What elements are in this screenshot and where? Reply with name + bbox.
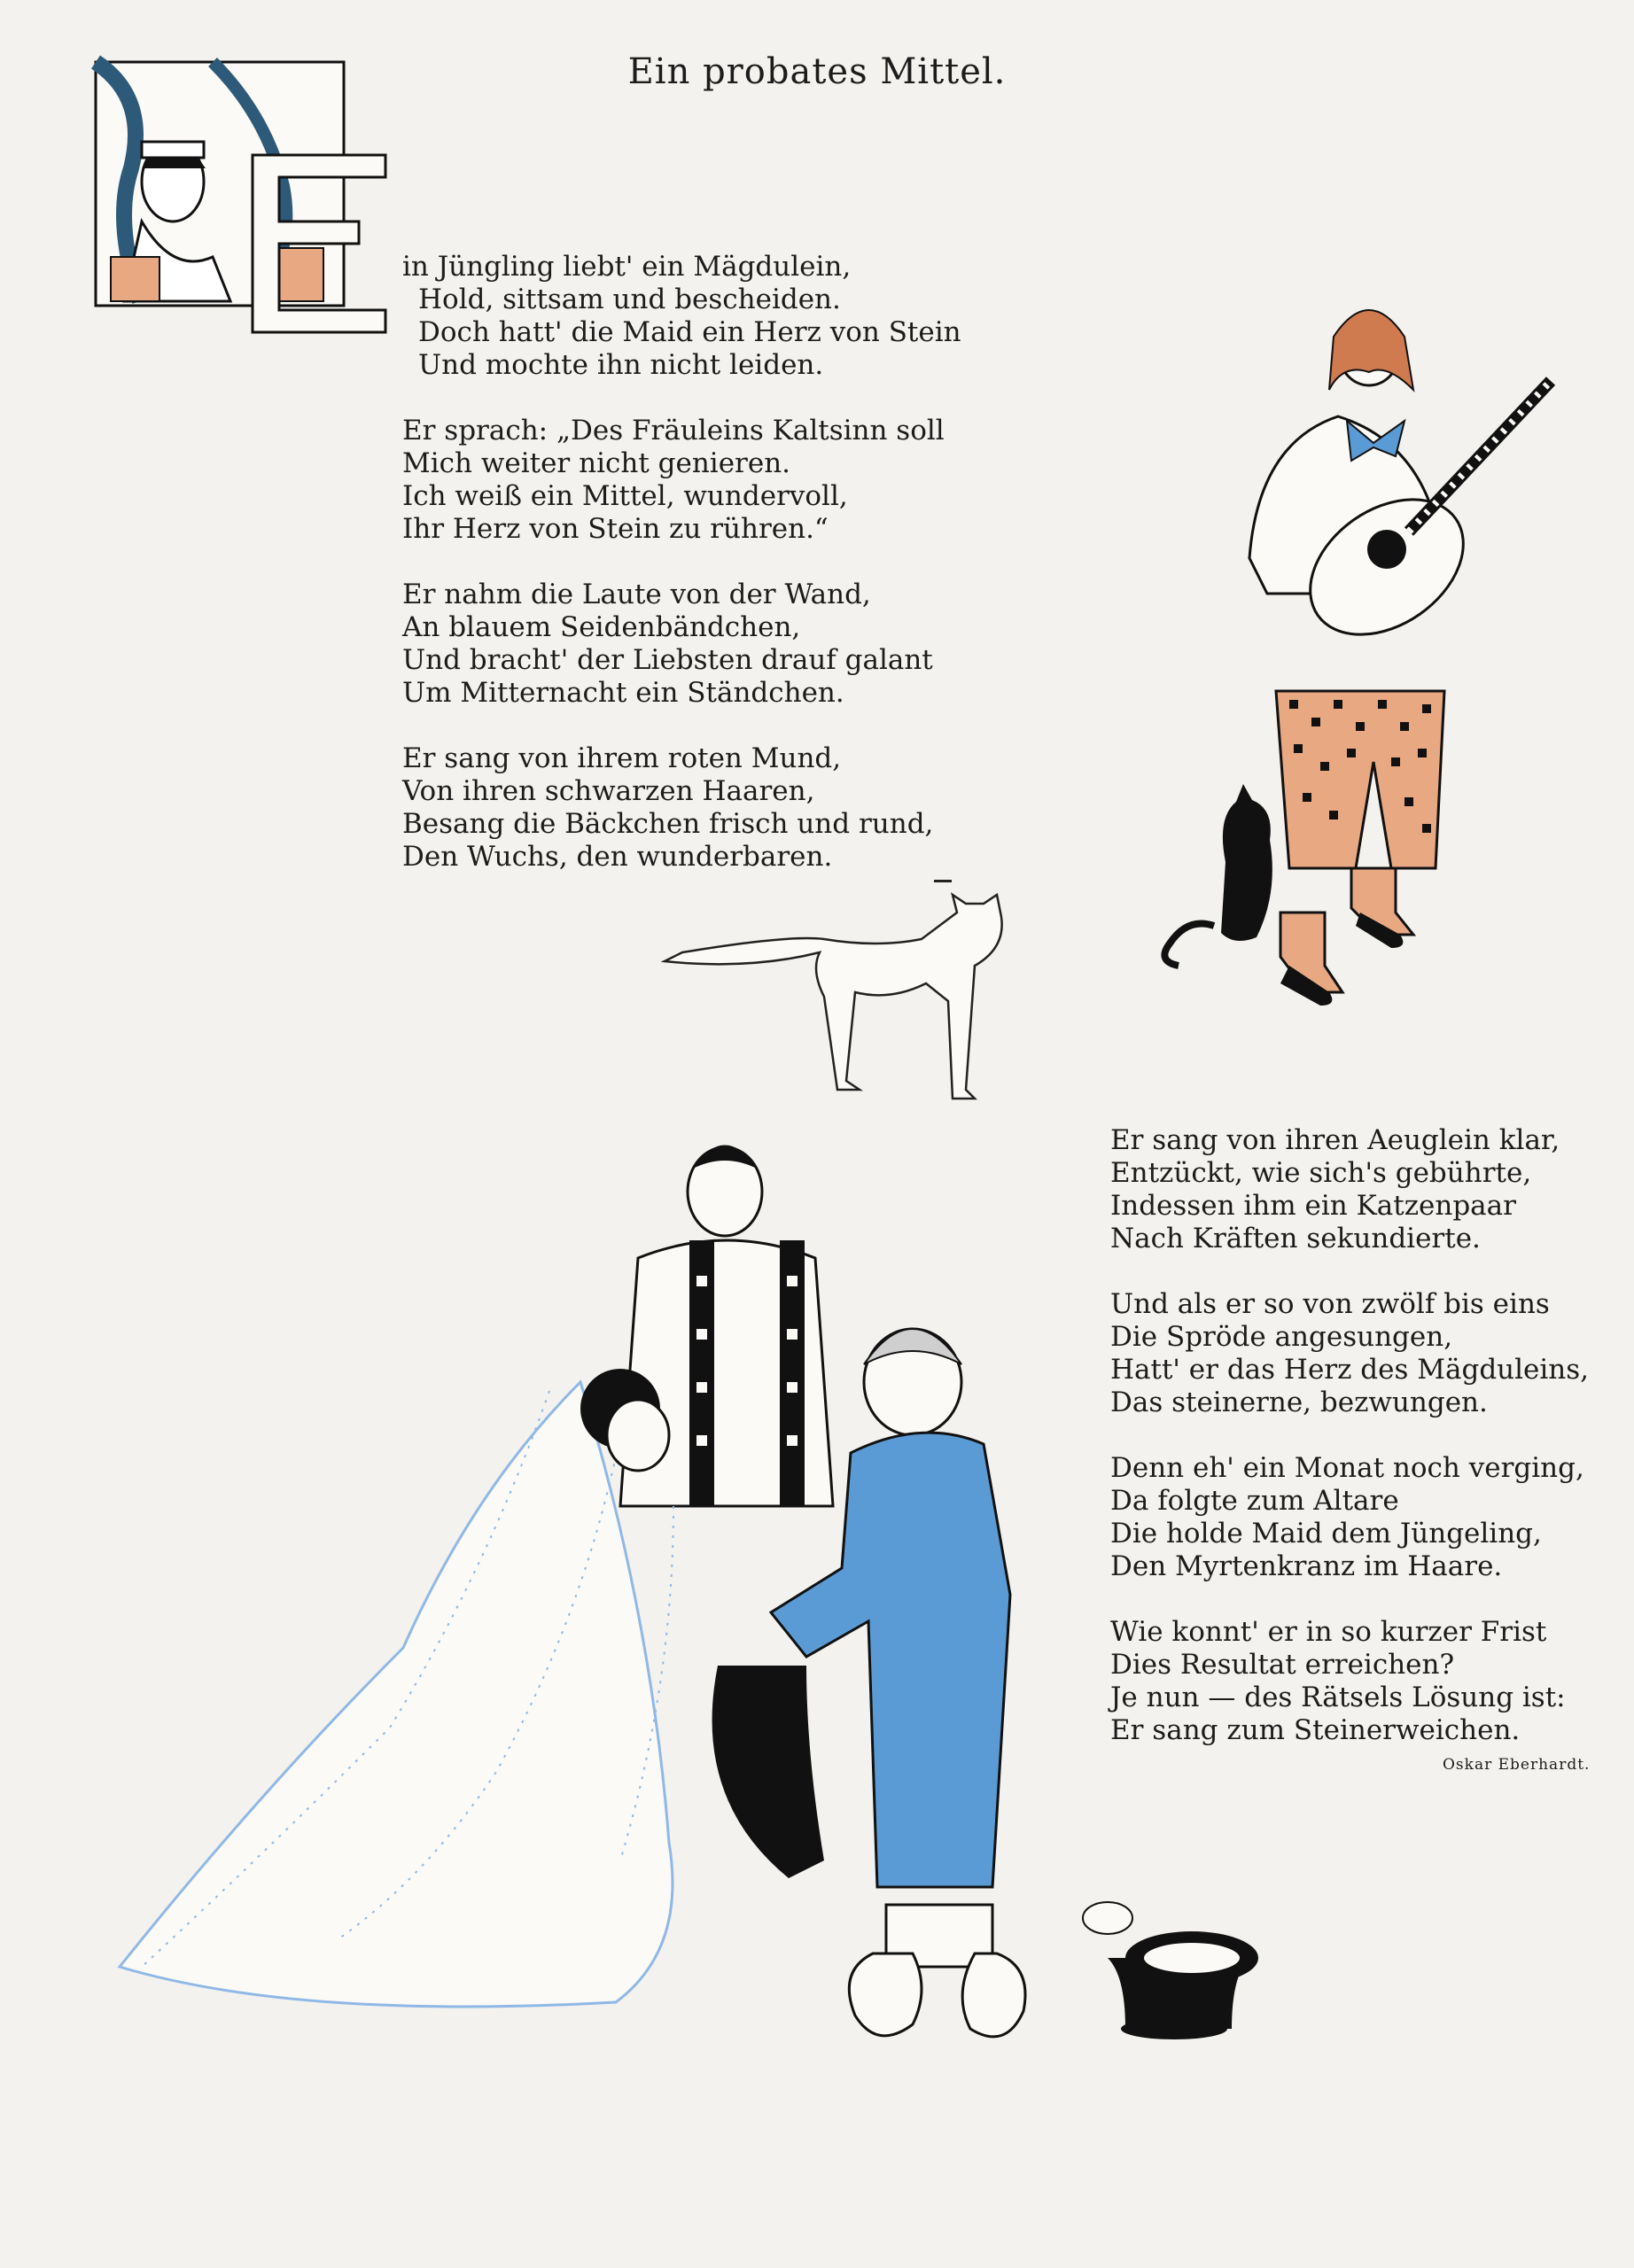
poem-column-right <box>1110 1124 1589 1780</box>
stanza <box>402 579 961 710</box>
poem-line: Besang die Bäckchen frisch und rund, <box>402 808 934 840</box>
stanza <box>1110 1616 1589 1747</box>
stanza <box>1110 1124 1589 1255</box>
stanza <box>402 742 961 874</box>
poem-line: Die Spröde angesungen, <box>1110 1321 1453 1353</box>
stanza <box>402 251 961 382</box>
poem-line: An blauem Seidenbändchen, <box>402 611 801 643</box>
poem-line: Und mochte ihn nicht leiden. <box>418 349 824 381</box>
stanza <box>402 415 961 546</box>
poem-line: Mich weiter nicht genieren. <box>402 447 791 479</box>
poem-line: Er sang von ihrem roten Mund, <box>402 742 842 774</box>
poem-line: Das steinerne, bezwungen. <box>1110 1386 1488 1418</box>
poem-line: Den Wuchs, den wunderbaren. <box>402 841 833 873</box>
poem-line: Wie konnt' er in so kurzer Frist <box>1110 1616 1547 1648</box>
serenading-lutenist <box>1249 310 1551 1006</box>
poem-line: Da folgte zum Altare <box>1110 1485 1399 1517</box>
poem-line: Er sprach: „Des Fräuleins Kaltsinn soll <box>402 415 945 447</box>
poem-line: Er sang von ihren Aeuglein klar, <box>1110 1124 1560 1156</box>
author-signature: Oskar Eberhardt. <box>1443 1756 1591 1774</box>
poem-line: Hatt' er das Herz des Mägduleins, <box>1110 1354 1590 1386</box>
poem-line: Und als er so von zwölf bis eins <box>1110 1288 1550 1320</box>
poem-line: Von ihren schwarzen Haaren, <box>402 775 815 807</box>
poem-line: Indessen ihm ein Katzenpaar <box>1110 1190 1516 1222</box>
poem-line: Entzückt, wie sich's gebührte, <box>1110 1157 1532 1189</box>
stanza <box>1110 1288 1589 1419</box>
top-hat <box>1108 1931 1258 2039</box>
poem-line: Er sang zum Steinerweichen. <box>1110 1714 1521 1746</box>
wedding-scene <box>120 1146 1258 2040</box>
poem-line: Er nahm die Laute von der Wand, <box>402 579 871 610</box>
poem-line: Und bracht' der Liebsten drauf galant <box>402 644 933 676</box>
initial-maiden-at-window <box>96 62 385 332</box>
black-cat <box>1164 784 1272 966</box>
poem-line: Hold, sittsam und bescheiden. <box>418 284 841 315</box>
separator-dash <box>934 880 952 882</box>
poem-line: Nach Kräften sekundierte. <box>1110 1223 1481 1254</box>
poem-line: in Jüngling liebt' ein Mägdulein, <box>402 251 852 283</box>
poem-line: Die holde Maid dem Jüngeling, <box>1110 1518 1542 1550</box>
poem-line: Um Mitternacht ein Ständchen. <box>402 677 844 709</box>
poem-line: Doch hatt' die Maid ein Herz von Stein <box>418 316 961 348</box>
poem-line: Je nun — des Rätsels Lösung ist: <box>1110 1682 1566 1713</box>
poem-title: Ein probates Mittel. <box>627 51 1007 92</box>
poem-line: Ich weiß ein Mittel, wundervoll, <box>402 480 848 512</box>
poem-column-left <box>402 251 961 906</box>
outline-cat <box>665 895 1002 1099</box>
poem-line: Den Myrtenkranz im Haare. <box>1110 1550 1503 1582</box>
poem-line: Dies Resultat erreichen? <box>1110 1649 1455 1681</box>
stanza <box>1110 1452 1589 1583</box>
poem-line: Denn eh' ein Monat noch verging, <box>1110 1452 1584 1484</box>
poem-line: Ihr Herz von Stein zu rühren.“ <box>402 513 829 545</box>
